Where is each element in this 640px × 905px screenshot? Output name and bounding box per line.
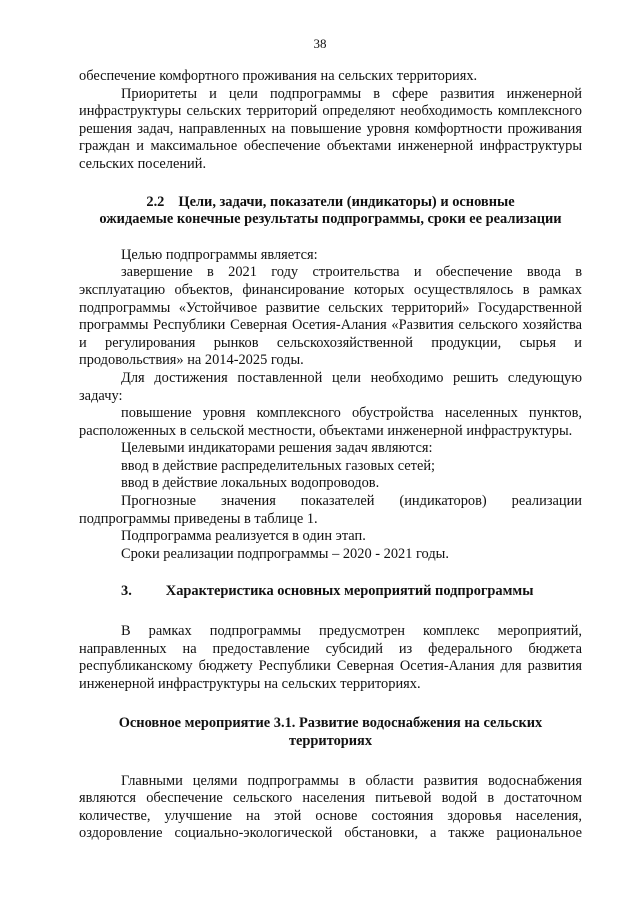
section-3-1-title-line2: территориях (288, 733, 373, 749)
intro-paragraph-2: Приоритеты и цели подпрограммы в сфере развития инженерной инфраструктуры сельских территорий определяют необходимость комплексного решения задач, направленных на повышение уровня комфортности проживания граждан и максимальное обеспечение объектами инженерной инфраструктуры сельских поселений. (79, 85, 582, 172)
section-3-heading (79, 583, 582, 601)
section-2-2-paragraph: ввод в действие локальных водопроводов. (121, 475, 380, 492)
section-2-2-paragraph: Целевыми индикаторами решения задач являются: (121, 440, 433, 457)
section-2-2-title-line2: ожидаемые конечные результаты подпрограммы, сроки ее реализации (99, 211, 562, 228)
section-2-2-paragraph: повышение уровня комплексного обустройства населенных пунктов, расположенных в сельской местности, объектами инженерной инфраструктуры. (79, 405, 582, 439)
section-2-2-heading (79, 194, 582, 229)
section-3-1-title-line1: Основное мероприятие 3.1. Развитие водоснабжения на сельских (118, 715, 543, 732)
page-content (79, 68, 582, 843)
section-2-2-paragraph: Для достижения поставленной цели необходимо решить следующую задачу: (79, 369, 582, 404)
section-2-2-paragraph: ввод в действие распределительных газовых сетей; (121, 457, 436, 474)
intro-paragraph-1: обеспечение комфортного проживания на сельских территориях. (79, 68, 478, 84)
section-3-title: Характеристика основных мероприятий подпрограммы (165, 583, 534, 600)
section-2-2-title-line1: Цели, задачи, показатели (индикаторы) и основные (178, 193, 515, 210)
section-2-2-number: 2.2 (146, 193, 165, 210)
section-3-1-heading (79, 715, 582, 750)
section-2-2-paragraph: Целью подпрограммы является: (121, 246, 318, 263)
section-2-2-paragraph: завершение в 2021 году строительства и обеспечение ввода в эксплуатацию объектов, финансирование которых осуществлялось в рамках подпрограммы «Устойчивое развитие сельских территорий» Государственной программы Республики Северная Осетия-Алания «Развития сельского хозяйства и регулирования рынков сельскохозяйственной продукции, сырья и продовольствия» на 2014-2025 годы. (79, 264, 582, 369)
section-2-2-paragraph: Подпрограмма реализуется в один этап. (121, 528, 366, 545)
section-3-paragraph: В рамках подпрограммы предусмотрен комплекс мероприятий, направленных на предоставление субсидий из федерального бюджета республиканскому бюджету Республики Северная Осетия-Алания для развития инженерной инфраструктуры на сельских территориях. (79, 623, 582, 692)
section-2-2-paragraph: Сроки реализации подпрограммы – 2020 - 2021 годы. (121, 545, 449, 562)
page-number: 38 (313, 36, 327, 51)
section-3-number: 3. (121, 583, 132, 600)
section-3-1-paragraph: Главными целями подпрограммы в области развития водоснабжения являются обеспечение сельского населения питьевой водой в достаточном количестве, улучшение на этой основе состояния здоровья населения, оздоровление социально-экологической обстановки, а также рациональное (79, 772, 582, 842)
section-2-2-paragraph: Прогнозные значения показателей (индикаторов) реализации подпрограммы приведены в таблице 1. (79, 493, 582, 527)
